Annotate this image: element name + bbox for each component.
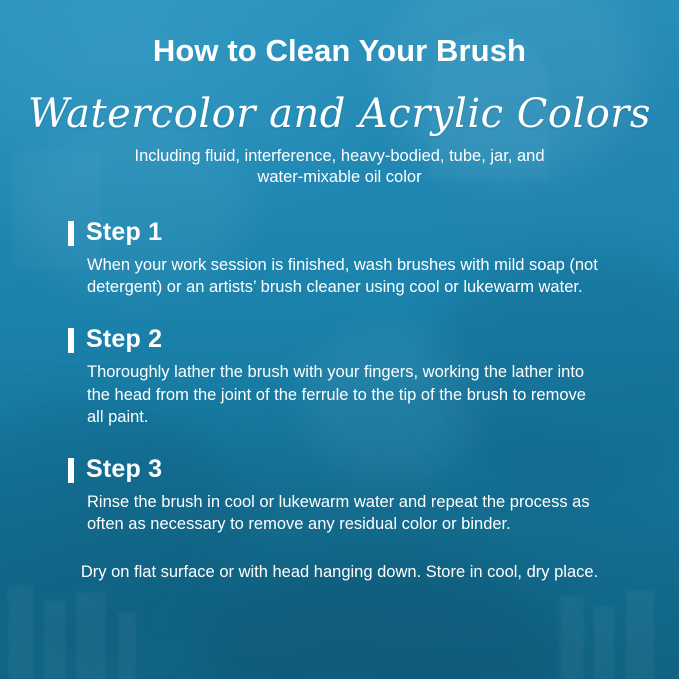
step-header [68,455,607,484]
background-ghost-shape [76,592,106,679]
background-ghost-shape [44,600,66,679]
step-header [68,218,607,247]
step-text: When your work session is finished, wash brushes with mild soap (not detergent) or an artists’ brush cleaner using cool or lukewarm water. [87,256,598,297]
page-title: How to Clean Your Brush [152,33,527,68]
list-item [68,325,607,427]
step-text: Rinse the brush in cool or lukewarm water and repeat the process as often as necessary to remove any residual color or binder. [87,492,590,533]
step-label: Step 2 [86,325,163,354]
step-marker-bar [68,458,74,483]
background-ghost-shape [594,606,614,679]
background-ghost-shape [8,585,34,679]
step-text: Thoroughly lather the brush with your fingers, working the lather into the head from the joint of the ferrule to the tip of the brush to remove all paint. [87,363,586,426]
background-ghost-shape [560,596,584,679]
steps-list [0,218,679,535]
list-item [68,218,607,298]
script-subtitle: Watercolor and Acrylic Colors [28,91,651,137]
step-label: Step 1 [86,218,163,247]
poster-content [0,33,679,583]
background-ghost-shape [118,612,136,679]
background-ghost-shape [626,590,654,679]
step-marker-bar [68,328,74,353]
list-item [68,455,607,535]
footer-note: Dry on flat surface or with head hanging down. Store in cool, dry place. [80,562,599,581]
step-label: Step 3 [86,454,163,483]
step-marker-bar [68,221,74,246]
step-header [68,325,607,354]
inclusion-note: Including fluid, interference, heavy-bodied, tube, jar, and water-mixable oil color [134,147,545,187]
